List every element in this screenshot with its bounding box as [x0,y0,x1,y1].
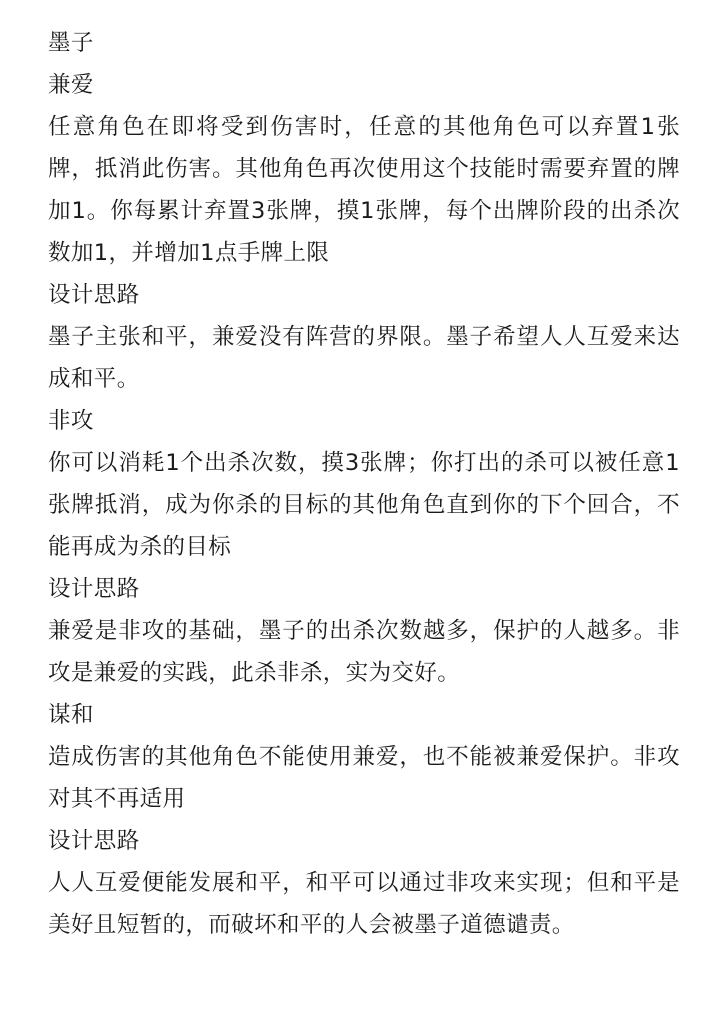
design-heading: 设计思路 [48,282,140,308]
skill-section-feigong [48,400,680,694]
skill-description: 造成伤害的其他角色不能使用兼爱，也不能被兼爱保护。非攻对其不再适用 [48,744,680,812]
character-name: 墨子 [48,30,94,56]
design-text: 人人互爱便能发展和平，和平可以通过非攻来实现；但和平是美好且短暂的，而破坏和平的人会被墨子道德谴责。 [48,870,680,938]
skill-description: 你可以消耗1个出杀次数，摸3张牌；你打出的杀可以被任意1张牌抵消，成为你杀的目标的其他角色直到你的下个回合，不能再成为杀的目标 [48,450,680,560]
design-heading: 设计思路 [48,828,140,854]
design-text: 兼爱是非攻的基础，墨子的出杀次数越多，保护的人越多。非攻是兼爱的实践，此杀非杀，实为交好。 [48,618,680,686]
document-page [48,22,680,946]
design-text: 墨子主张和平，兼爱没有阵营的界限。墨子希望人人互爱来达成和平。 [48,324,680,392]
skill-description: 任意角色在即将受到伤害时，任意的其他角色可以弃置1张牌，抵消此伤害。其他角色再次使用这个技能时需要弃置的牌加1。你每累计弃置3张牌，摸1张牌，每个出牌阶段的出杀次数加1，并增加1点手牌上限 [48,114,680,266]
skill-section-mouhe [48,694,680,946]
design-heading: 设计思路 [48,576,140,602]
skill-section-jianai [48,64,680,400]
skill-name: 非攻 [48,408,94,434]
skill-name: 谋和 [48,702,94,728]
skill-name: 兼爱 [48,72,94,98]
